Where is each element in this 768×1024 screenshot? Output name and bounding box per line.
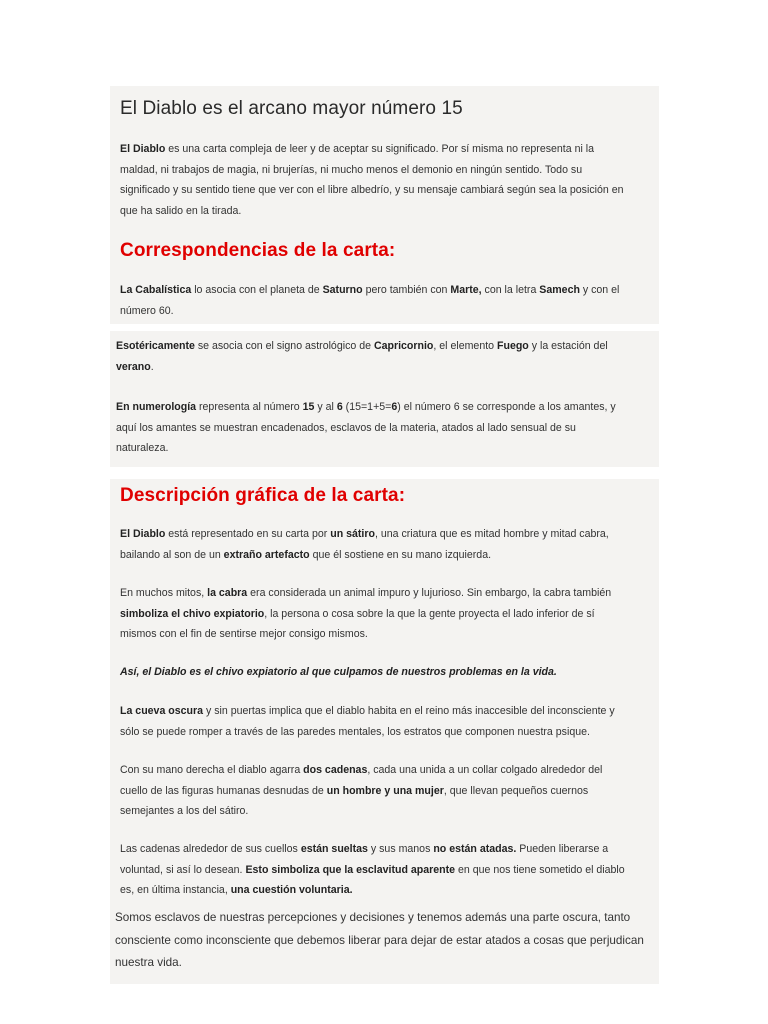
text-span: y al: [314, 401, 337, 413]
esoteric-paragraph: [116, 336, 641, 377]
cave-paragraph: [120, 701, 645, 742]
text-span: naturaleza.: [116, 442, 169, 454]
text-span: nuestra vida.: [115, 956, 182, 969]
text-span: En muchos mitos,: [120, 587, 208, 599]
text-span: (15=1+5=: [342, 401, 392, 413]
description-heading: Descripción gráfica de la carta:: [120, 485, 406, 506]
bold-term: 6: [391, 401, 398, 413]
text-span: se asocia con el signo astrológico de: [194, 340, 374, 352]
bold-term: no están atadas.: [433, 843, 517, 855]
text-span: que ha salido en la tirada.: [120, 204, 242, 217]
text-span: .: [150, 360, 154, 373]
bold-term: Saturno: [322, 284, 363, 296]
text-span: , una criatura que es mitad hombre y mitad cabra,: [374, 528, 609, 540]
text-span: bailando al son de un: [120, 548, 224, 561]
bold-term: una cuestión voluntaria.: [230, 884, 353, 896]
satyr-paragraph: [120, 524, 645, 565]
text-span: , que llevan pequeños cuernos: [443, 784, 589, 797]
conclusion-paragraph: [115, 907, 650, 975]
text-span: y con el: [579, 284, 620, 296]
text-span: era considerada un animal impuro y lujurioso. Sin embargo, la cabra también: [247, 587, 612, 599]
text-span: cuello de las figuras humanas desnudas de: [120, 784, 327, 797]
bold-term: están sueltas: [300, 843, 368, 855]
bold-term: Capricornio: [373, 340, 434, 352]
bold-term: simboliza el chivo expiatorio: [120, 607, 265, 620]
text-span: maldad, ni trabajos de magia, ni brujerías, ni mucho menos el demonio en ningún sentido. Todo su: [120, 163, 583, 176]
text-span: representa al número: [196, 401, 303, 413]
text-span: ) el número 6 se corresponde a los amantes, y: [397, 401, 616, 413]
text-span: y sin puertas implica que el diablo habita en el reino más inaccesible del inconsciente y: [203, 705, 615, 717]
bold-term: 15: [302, 401, 315, 413]
text-span: significado y su sentido tiene que ver con el libre albedrío, y su mensaje cambiará según sea la posición en: [120, 184, 624, 196]
text-span: lo asocia con el planeta de: [191, 284, 323, 296]
text-span: con la letra: [481, 284, 540, 296]
text-span: es una carta compleja de leer y de aceptar su significado. Por sí misma no representa ni la: [165, 143, 595, 155]
scapegoat-statement: [120, 662, 645, 683]
bold-term: La Cabalística: [120, 284, 192, 296]
text-span: Pueden liberarse a: [516, 843, 609, 855]
bold-term: 6: [336, 401, 343, 413]
bold-term: un sátiro: [330, 528, 375, 540]
numerology-paragraph: [116, 397, 641, 459]
bold-term: la cabra: [207, 587, 248, 599]
text-span: Las cadenas alrededor de sus cuellos: [120, 843, 301, 855]
freedom-paragraph: [120, 839, 645, 901]
cabalistic-paragraph: [120, 280, 645, 321]
text-span: , el elemento: [433, 340, 497, 352]
bold-term: Esotéricamente: [116, 340, 195, 352]
text-span: que él sostiene en su mano izquierda.: [309, 548, 492, 561]
text-span: pero también con: [362, 284, 451, 296]
intro-paragraph: [120, 139, 645, 221]
bold-term: verano: [116, 360, 151, 373]
bold-term: Fuego: [497, 340, 529, 352]
goat-paragraph: [120, 583, 645, 645]
bold-term: dos cadenas: [303, 764, 368, 776]
bold-italic-text: Así, el Diablo es el chivo expiatorio al que culpamos de nuestros problemas en la vida.: [120, 666, 557, 678]
bold-term: Marte,: [450, 284, 482, 296]
bold-term: extraño artefacto: [223, 548, 310, 561]
text-span: número 60.: [120, 304, 174, 317]
text-span: , cada una unida a un collar colgado alrededor del: [367, 764, 603, 776]
text-span: y sus manos: [367, 843, 434, 855]
chains-paragraph: [120, 760, 645, 822]
bold-term: En numerología: [116, 401, 197, 413]
bold-term: Samech: [539, 284, 580, 296]
text-span: es, en última instancia,: [120, 884, 231, 896]
text-span: aquí los amantes se muestran encadenados, esclavos de la materia, atados al lado sensual de su: [116, 421, 576, 434]
bold-term: Esto simboliza que la esclavitud aparente: [245, 863, 456, 876]
text-span: Somos esclavos de nuestras percepciones y decisiones y tenemos además una parte oscura, tanto: [115, 911, 631, 924]
text-span: y la estación del: [528, 340, 608, 352]
page-title: El Diablo es el arcano mayor número 15: [120, 98, 463, 119]
text-span: en que nos tiene sometido el diablo: [455, 863, 625, 876]
bold-term: El Diablo: [120, 528, 166, 540]
bold-term: El Diablo: [120, 143, 166, 155]
text-span: semejantes a los del sátiro.: [120, 805, 249, 817]
correspondences-heading: Correspondencias de la carta:: [120, 240, 396, 261]
text-span: sólo se puede romper a través de las paredes mentales, los estratos que componen nuestra psique.: [120, 725, 590, 738]
text-span: consciente como inconsciente que debemos liberar para dejar de estar atados a cosas que perjudican: [115, 933, 644, 947]
text-span: voluntad, si así lo desean.: [120, 863, 246, 876]
bold-term: La cueva oscura: [120, 705, 204, 717]
text-span: está representado en su carta por: [165, 528, 331, 540]
text-span: , la persona o cosa sobre la que la gente proyecta el lado inferior de sí: [264, 607, 595, 620]
text-span: Con su mano derecha el diablo agarra: [120, 764, 304, 776]
text-span: mismos con el fin de sentirse mejor consigo mismos.: [120, 628, 368, 640]
bold-term: un hombre y una mujer: [326, 784, 444, 797]
